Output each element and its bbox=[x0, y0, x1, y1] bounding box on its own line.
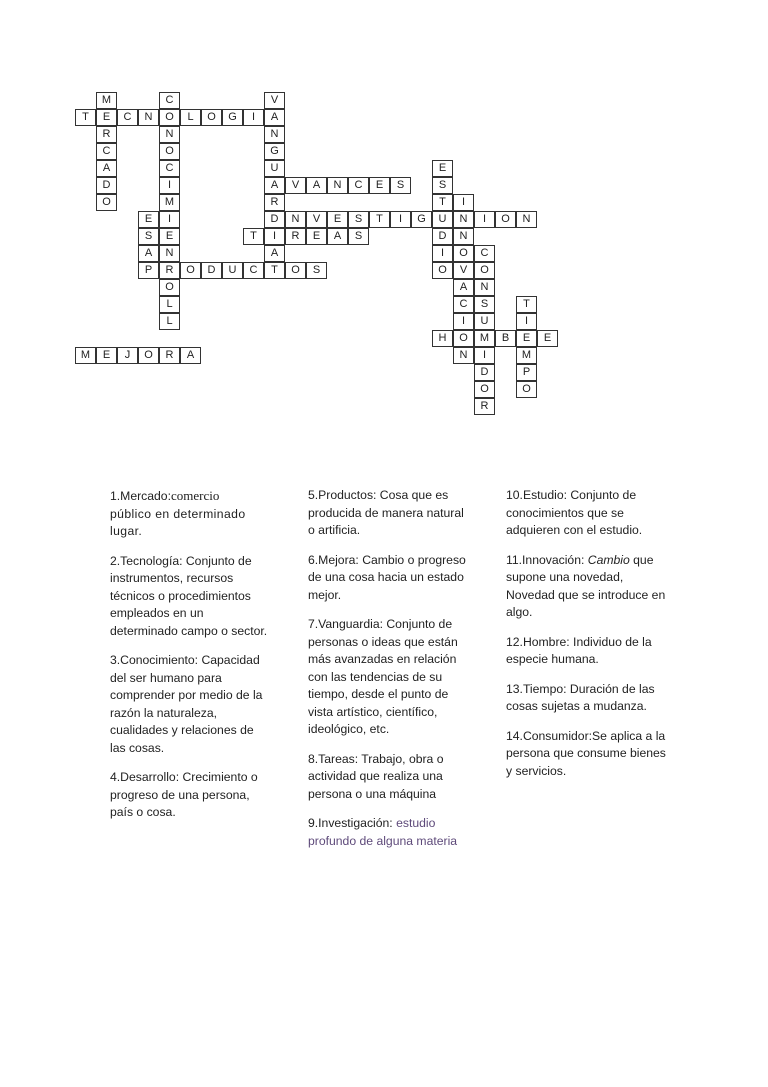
crossword-cell: A bbox=[264, 245, 285, 262]
crossword-cell: A bbox=[264, 109, 285, 126]
crossword-cell: C bbox=[159, 92, 180, 109]
crossword-cell: L bbox=[159, 313, 180, 330]
crossword-cell: O bbox=[474, 381, 495, 398]
definition-8: 8.Tareas: Trabajo, obra o actividad que realiza una persona o una máquina bbox=[308, 751, 444, 801]
crossword-cell: C bbox=[453, 296, 474, 313]
crossword-cell: N bbox=[453, 211, 474, 228]
crossword-cell: S bbox=[138, 228, 159, 245]
crossword-cell: O bbox=[516, 381, 537, 398]
crossword-cell: I bbox=[516, 313, 537, 330]
crossword-cell: O bbox=[474, 262, 495, 279]
crossword-cell: G bbox=[222, 109, 243, 126]
crossword-cell: D bbox=[432, 228, 453, 245]
crossword-cell: C bbox=[348, 177, 369, 194]
crossword-cell: T bbox=[516, 296, 537, 313]
crossword-cell: R bbox=[159, 347, 180, 364]
crossword-cell: S bbox=[348, 228, 369, 245]
crossword-cell: N bbox=[474, 279, 495, 296]
definition-10: 10.Estudio: Conjunto de conocimientos que se adquieren con el estudio. bbox=[506, 488, 643, 537]
definition-9-term: 9.Investigación: bbox=[308, 816, 397, 830]
crossword-cell: L bbox=[180, 109, 201, 126]
crossword-cell: N bbox=[264, 126, 285, 143]
crossword-cell: V bbox=[453, 262, 474, 279]
crossword-cell: U bbox=[474, 313, 495, 330]
crossword-cell: N bbox=[138, 109, 159, 126]
crossword-cell: N bbox=[453, 347, 474, 364]
crossword-cell: R bbox=[264, 194, 285, 211]
crossword-cell: O bbox=[453, 330, 474, 347]
crossword-cell: V bbox=[306, 211, 327, 228]
crossword-cell: U bbox=[222, 262, 243, 279]
crossword-grid bbox=[0, 0, 768, 460]
crossword-cell: O bbox=[159, 109, 180, 126]
crossword-cell: P bbox=[516, 364, 537, 381]
crossword-cell: D bbox=[474, 364, 495, 381]
definition-1 bbox=[110, 487, 270, 541]
crossword-cell: N bbox=[285, 211, 306, 228]
crossword-cell: I bbox=[159, 211, 180, 228]
crossword-cell: E bbox=[327, 211, 348, 228]
crossword-cell: I bbox=[453, 313, 474, 330]
crossword-cell: N bbox=[159, 245, 180, 262]
crossword-cell: I bbox=[159, 177, 180, 194]
crossword-cell: T bbox=[264, 262, 285, 279]
crossword-cell: D bbox=[264, 211, 285, 228]
crossword-cell: P bbox=[138, 262, 159, 279]
crossword-cell: D bbox=[96, 177, 117, 194]
definition-13: 13.Tiempo: Duración de las cosas sujetas a mudanza. bbox=[506, 681, 655, 713]
crossword-cell: I bbox=[453, 194, 474, 211]
crossword-cell: R bbox=[474, 398, 495, 415]
crossword-cell: I bbox=[243, 109, 264, 126]
crossword-cell: E bbox=[159, 228, 180, 245]
crossword-cell: U bbox=[432, 211, 453, 228]
crossword-cell: M bbox=[516, 347, 537, 364]
crossword-cell: A bbox=[138, 245, 159, 262]
crossword-cell: A bbox=[453, 279, 474, 296]
crossword-cell: A bbox=[264, 177, 285, 194]
crossword-cell: O bbox=[96, 194, 117, 211]
crossword-cell: G bbox=[264, 143, 285, 160]
crossword-cell: O bbox=[495, 211, 516, 228]
crossword-cell: J bbox=[117, 347, 138, 364]
crossword-cell: D bbox=[201, 262, 222, 279]
crossword-cell: R bbox=[159, 262, 180, 279]
crossword-cell: L bbox=[159, 296, 180, 313]
crossword-cell: V bbox=[264, 92, 285, 109]
definition-6: 6.Mejora: Cambio o progreso de una cosa hacia un estado mejor. bbox=[308, 552, 466, 602]
crossword-cell: G bbox=[411, 211, 432, 228]
definitions-column-2 bbox=[308, 487, 468, 862]
crossword-cell: N bbox=[159, 126, 180, 143]
crossword-cell: R bbox=[285, 228, 306, 245]
crossword-cell: O bbox=[138, 347, 159, 364]
crossword-cell: M bbox=[96, 92, 117, 109]
definition-11-emphasis: Cambio bbox=[587, 552, 630, 567]
crossword-cell: O bbox=[453, 245, 474, 262]
crossword-cell: E bbox=[369, 177, 390, 194]
definition-3: 3.Conocimiento: Capacidad del ser humano para comprender por medio de la razón la naturaleza, cualidades y relaciones de las cosas. bbox=[110, 653, 263, 755]
definition-2: 2.Tecnología: Conjunto de instrumentos, recursos técnicos o procedimientos empleados en un determinado campo o sector. bbox=[110, 553, 268, 638]
crossword-cell: A bbox=[327, 228, 348, 245]
crossword-cell: O bbox=[159, 143, 180, 160]
crossword-cell: N bbox=[327, 177, 348, 194]
definitions-column-3 bbox=[506, 487, 668, 792]
crossword-cell: E bbox=[138, 211, 159, 228]
crossword-cell: I bbox=[264, 228, 285, 245]
crossword-cell: I bbox=[474, 211, 495, 228]
crossword-cell: O bbox=[159, 279, 180, 296]
definition-11-text: que supone una novedad, Novedad que se introduce en algo. bbox=[506, 552, 666, 619]
crossword-cell: O bbox=[432, 262, 453, 279]
crossword-cell: A bbox=[306, 177, 327, 194]
crossword-cell: C bbox=[159, 160, 180, 177]
crossword-cell: U bbox=[264, 160, 285, 177]
crossword-cell: O bbox=[180, 262, 201, 279]
definition-14: 14.Consumidor:Se aplica a la persona que consume bienes y servicios. bbox=[506, 728, 666, 778]
crossword-cell: M bbox=[75, 347, 96, 364]
crossword-cell: V bbox=[285, 177, 306, 194]
definition-1-term: 1.Mercado: bbox=[110, 489, 171, 503]
crossword-cell: R bbox=[96, 126, 117, 143]
crossword-cell: S bbox=[474, 296, 495, 313]
crossword-cell: C bbox=[243, 262, 264, 279]
crossword-cell: M bbox=[474, 330, 495, 347]
crossword-cell: A bbox=[180, 347, 201, 364]
crossword-cell: E bbox=[432, 160, 453, 177]
crossword-cell: E bbox=[306, 228, 327, 245]
crossword-cell: E bbox=[516, 330, 537, 347]
definition-5: 5.Productos: Cosa que es producida de manera natural o artificia. bbox=[308, 488, 464, 537]
definition-1-text-a: comercio bbox=[170, 488, 220, 503]
crossword-cell: S bbox=[348, 211, 369, 228]
crossword-cell: C bbox=[96, 143, 117, 160]
crossword-cell: N bbox=[516, 211, 537, 228]
crossword-cell: S bbox=[432, 177, 453, 194]
crossword-cell: N bbox=[453, 228, 474, 245]
crossword-cell: E bbox=[537, 330, 558, 347]
crossword-cell: T bbox=[75, 109, 96, 126]
crossword-cell: S bbox=[306, 262, 327, 279]
definition-12: 12.Hombre: Individuo de la especie humana. bbox=[506, 634, 652, 666]
crossword-cell: T bbox=[432, 194, 453, 211]
crossword-cell: C bbox=[474, 245, 495, 262]
definition-1-text-b: público en determinado lugar. bbox=[110, 506, 246, 538]
crossword-cell: E bbox=[96, 109, 117, 126]
crossword-cell: O bbox=[201, 109, 222, 126]
definition-11-term: 11.Innovación: bbox=[506, 552, 588, 567]
definitions-column-1 bbox=[110, 487, 270, 834]
definition-7: 7.Vanguardia: Conjunto de personas o ideas que están más avanzadas en relación con las tendencias de su tiempo, desde el punto de vista artístico, científico, ideológico, etc. bbox=[308, 617, 458, 736]
crossword-cell: I bbox=[390, 211, 411, 228]
crossword-cell: C bbox=[117, 109, 138, 126]
crossword-cell: I bbox=[474, 347, 495, 364]
crossword-cell: T bbox=[243, 228, 264, 245]
crossword-cell: H bbox=[432, 330, 453, 347]
definition-9 bbox=[308, 815, 468, 850]
crossword-cell: B bbox=[495, 330, 516, 347]
crossword-cell: S bbox=[390, 177, 411, 194]
crossword-cell: E bbox=[96, 347, 117, 364]
crossword-cell: A bbox=[96, 160, 117, 177]
crossword-cell: O bbox=[285, 262, 306, 279]
crossword-cell: T bbox=[369, 211, 390, 228]
definition-11 bbox=[506, 552, 668, 622]
crossword-cell: I bbox=[432, 245, 453, 262]
definition-9-text: estudio profundo de alguna materia bbox=[308, 816, 458, 848]
crossword-cell: M bbox=[159, 194, 180, 211]
definition-4: 4.Desarrollo: Crecimiento o progreso de una persona, país o cosa. bbox=[110, 770, 258, 819]
